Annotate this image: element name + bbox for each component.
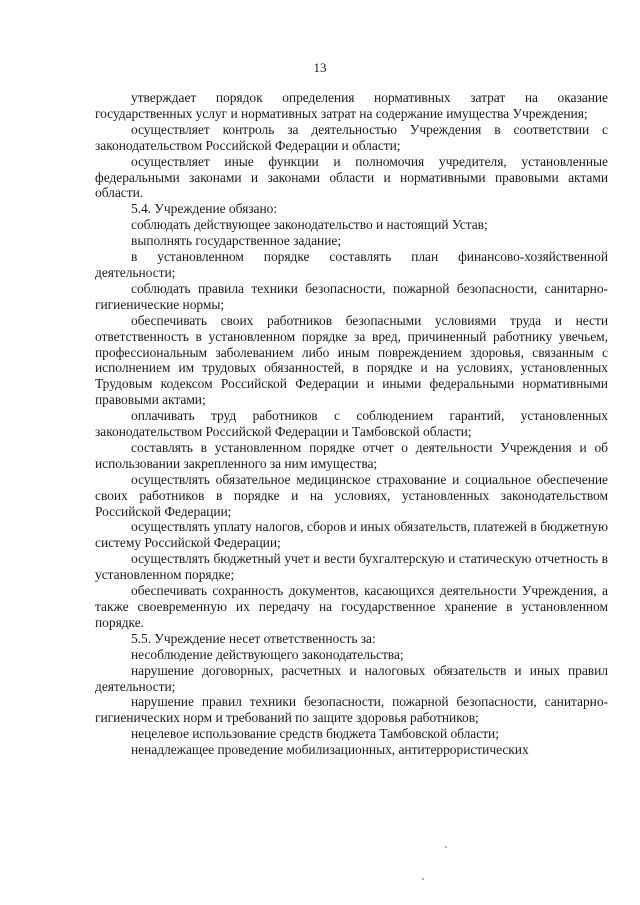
paragraph: ненадлежащее проведение мобилизационных, антитеррористических: [131, 742, 529, 758]
paragraph: обеспечивать своих работников безопасными условиями труда и нести ответственность в установленном порядке за вред, причиненный работнику увечьем, профессиональным заболеванием либо иным повреждением здоровья, связанным с исполнением им трудовых обязанностей, в порядке и на условиях, установленных Трудовым кодексом Российской Федерации и иными федеральными нормативными правовыми актами;: [95, 312, 608, 408]
paragraph: осуществляет иные функции и полномочия учредителя, установленные федеральными законами и законами области и нормативными правовыми актами области.: [95, 153, 608, 201]
paragraph: в установленном порядке составлять план финансово-хозяйственной деятельности;: [95, 249, 608, 280]
paragraph: осуществлять обязательное медицинское страхование и социальное обеспечение своих работников в порядке и на условиях, установленных законодательством Российской Федерации;: [95, 471, 608, 519]
paragraph: осуществлять уплату налогов, сборов и иных обязательств, платежей в бюджетную систему Российской Федерации;: [95, 519, 608, 551]
paragraph: выполнять государственное задание;: [131, 233, 342, 249]
paragraph: осуществляет контроль за деятельностью Учреждения в соответствии с законодательством Российской Федерации и области;: [95, 121, 608, 153]
paragraph: оплачивать труд работников с соблюдением гарантий, установленных законодательством Российской Федерации и Тамбовской области;: [95, 408, 608, 440]
section-heading-5-4: 5.4. Учреждение обязано:: [131, 201, 278, 217]
paragraph: нарушение договорных, расчетных и налоговых обязательств и иных правил деятельности;: [95, 662, 608, 694]
document-body: [95, 90, 608, 758]
paragraph: нарушение правил техники безопасности, пожарной безопасности, санитарно-гигиенических норм и требований по защите здоровья работников;: [95, 694, 608, 726]
scan-speck: [445, 846, 447, 848]
paragraph: обеспечивать сохранность документов, касающихся деятельности Учреждения, а также своевременную их передачу на государственное хранение в установленном порядке.: [95, 583, 608, 630]
page-number: 13: [313, 60, 327, 75]
scan-speck: [422, 878, 424, 880]
paragraph: соблюдать действующее законодательство и настоящий Устав;: [131, 217, 488, 233]
paragraph: осуществлять бюджетный учет и вести бухгалтерскую и статическую отчетность в установленном порядке;: [95, 551, 608, 583]
paragraph: соблюдать правила техники безопасности, пожарной безопасности, санитарно-гигиенические нормы;: [95, 280, 608, 312]
section-heading-5-5: 5.5. Учреждение несет ответственность за:: [131, 630, 376, 646]
paragraph: несоблюдение действующего законодательства;: [131, 646, 404, 662]
paragraph: нецелевое использование средств бюджета Тамбовской области;: [131, 726, 499, 742]
paragraph: утверждает порядок определения нормативных затрат на оказание государственных услуг и нормативных затрат на содержание имущества Учреждения;: [95, 90, 608, 121]
paragraph: составлять в установленном порядке отчет о деятельности Учреждения и об использовании закрепленного за ним имущества;: [95, 439, 608, 471]
